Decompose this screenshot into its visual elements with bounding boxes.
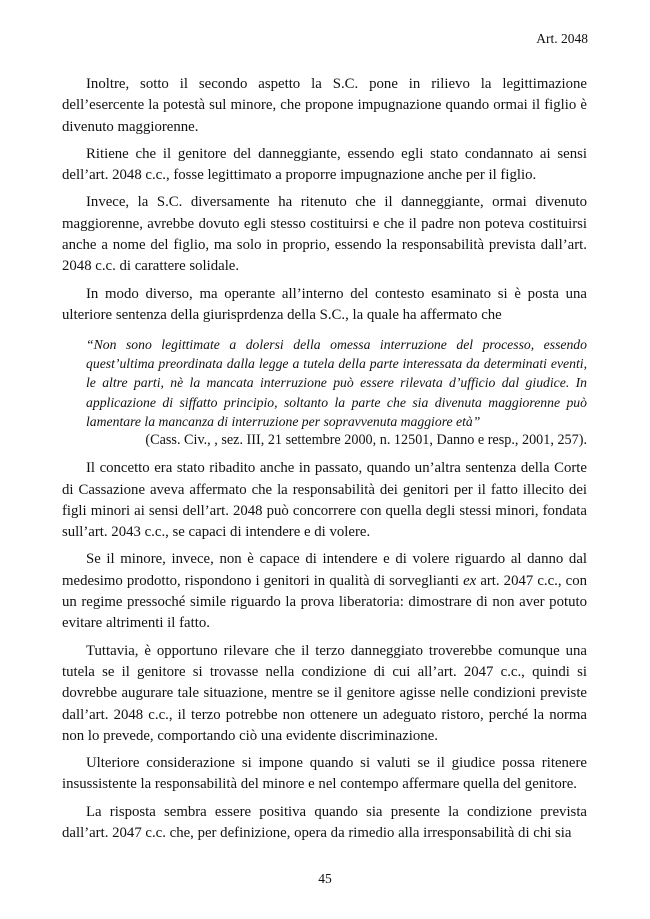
paragraph: Tuttavia, è opportuno rilevare che il terzo danneggiato troverebbe comunque una tutela se il genitore si trovasse nella condizione di cui all’art. 2047 c.c., quindi si dovrebbe augurare tale situazione, mentre se il genitore agisse nelle condizioni previste dall’art. 2048 c.c., il terzo potrebbe non ottenere un adeguato ristoro, perché la norma non lo prevede, comportando ciò una evidente discriminazione. [62, 642, 587, 744]
italic-term: ex [463, 572, 477, 589]
paragraph-text: Se il minore, invece, non è capace di intendere e di volere riguardo al danno dal medesimo prodotto, rispondono i genitori in qualità di sorveglianti [62, 551, 587, 589]
running-head: Art. 2048 [536, 31, 588, 46]
block-quote [62, 335, 587, 450]
paragraph: In modo diverso, ma operante all’interno del contesto esaminato si è posta una ulteriore sentenza della giurisprdenza della S.C., la quale ha affermato che [62, 285, 587, 323]
paragraph: Il concetto era stato ribadito anche in passato, quando un’altra sentenza della Corte di Cassazione aveva affermato che la responsabilità dei genitori per il fatto illecito dei figli minori ai sensi dell’art. 2048 può concorrere con quella degli stessi minori, fondata sull’art. 2043 c.c., se capaci di intendere e di volere. [62, 460, 587, 541]
paragraph: Ulteriore considerazione si impone quando si valuti se il giudice possa ritenere insussistente la responsabilità del minore e nel contempo affermare quella del genitore. [62, 755, 587, 793]
quote-citation: (Cass. Civ., , sez. III, 21 settembre 2000, n. 12501, Danno e resp., 2001, 257). [145, 431, 587, 448]
body-text [62, 74, 587, 850]
paragraph-text: art. 2047 c.c., con un regime pressoché simile riguardo la prova liberatoria: dimostrare di non aver potuto evitare altrimenti il fatto. [62, 572, 587, 632]
paragraph: Invece, la S.C. diversamente ha ritenuto che il danneggiante, ormai divenuto maggiorenne, avrebbe dovuto egli stesso costituirsi e che il padre non poteva costituirsi anche a nome del figlio, ma solo in proprio, essendo la responsabilità prevista dall’art. 2048 c.c. di carattere solidale. [62, 194, 587, 275]
page-number: 45 [318, 871, 332, 886]
quote-text: “Non sono legittimate a dolersi della omessa interruzione del processo, essendo quest’ultima preordinata dalla legge a tutela della parte interessata da determinati eventi, le altre parti, nè la mancata interruzione può essere rilevata d’ufficio dal giudice. In applicazione di siffatto principio, soltanto la parte che sia divenuta maggiorenne può lamentare la mancanza di interruzione per sopravvenuta maggiore età” [86, 337, 587, 429]
paragraph: La risposta sembra essere positiva quando sia presente la condizione prevista dall’art. 2047 c.c. che, per definizione, opera da rimedio alla irresponsabilità di chi sia [62, 803, 587, 841]
paragraph [62, 549, 587, 634]
paragraph: Inoltre, sotto il secondo aspetto la S.C. pone in rilievo la legittimazione dell’esercente la potestà sul minore, che propone impugnazione quando ormai il figlio è divenuto maggiorenne. [62, 76, 587, 135]
paragraph: Ritiene che il genitore del danneggiante, essendo egli stato condannato ai sensi dell’art. 2048 c.c., fosse legittimato a proporre impugnazione anche per il figlio. [62, 145, 587, 184]
